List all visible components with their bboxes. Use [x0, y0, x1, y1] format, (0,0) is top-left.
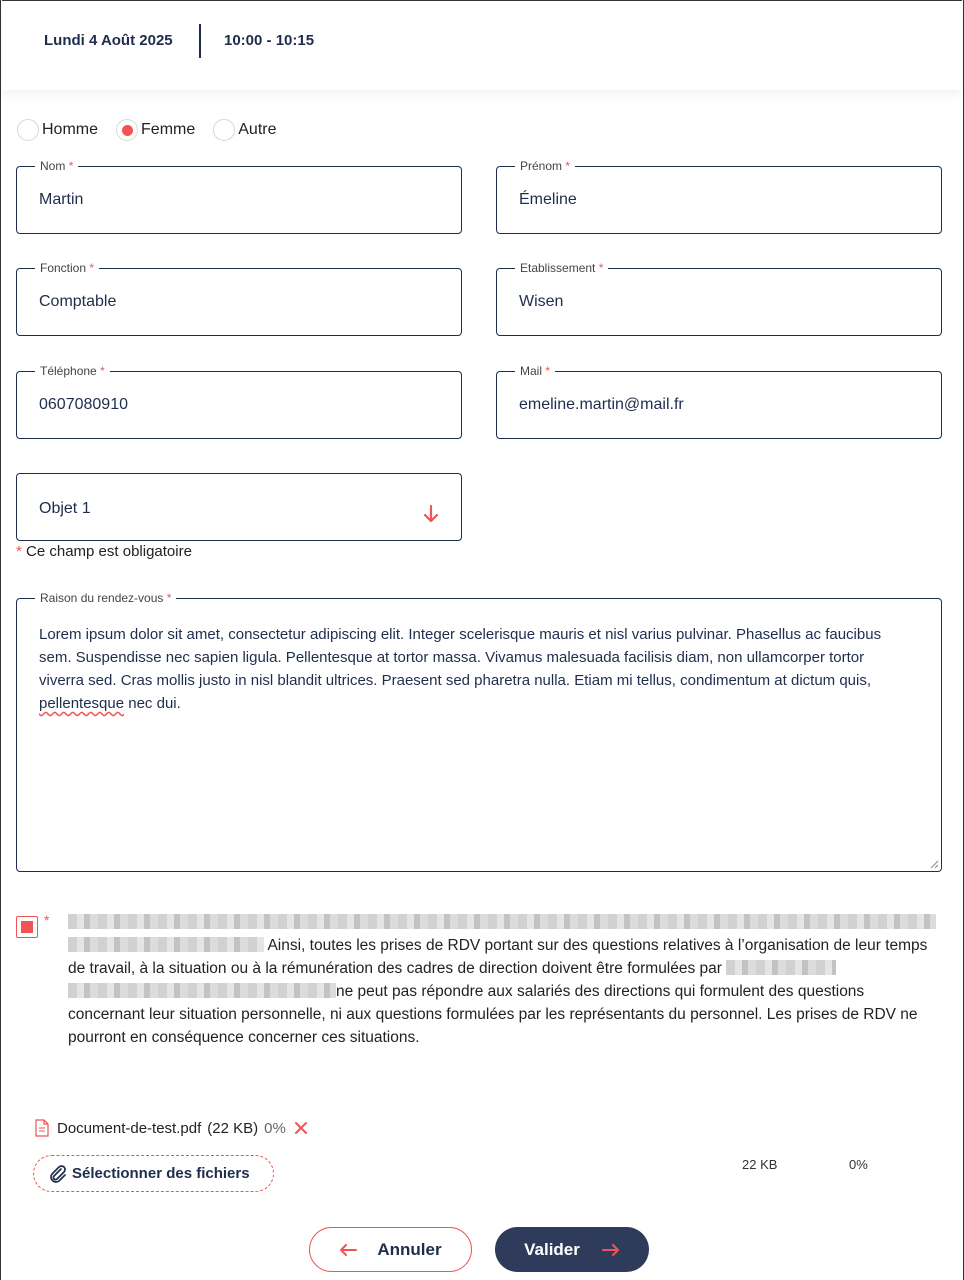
- radio-label: Autre: [238, 121, 277, 138]
- objet-select[interactable]: [16, 473, 462, 541]
- objet-value: Objet 1: [39, 500, 91, 517]
- field-label: Nom *: [35, 159, 78, 173]
- telephone-field[interactable]: [16, 364, 462, 439]
- appointment-header: [2, 0, 962, 90]
- redacted-text: [68, 983, 336, 998]
- select-files-label: Sélectionner des fichiers: [72, 1165, 250, 1182]
- etablissement-value[interactable]: Wisen: [519, 293, 564, 310]
- header-divider: [199, 24, 201, 58]
- file-name: Document-de-test.pdf: [57, 1119, 202, 1137]
- validate-label: Valider: [524, 1239, 580, 1259]
- radio-femme[interactable]: [116, 119, 195, 141]
- required-star: *: [44, 912, 50, 928]
- radio-autre[interactable]: [213, 119, 276, 141]
- telephone-value[interactable]: 0607080910: [39, 396, 128, 413]
- field-label: Téléphone *: [35, 364, 110, 378]
- radio-label: Homme: [42, 121, 99, 138]
- radio-circle[interactable]: [17, 119, 39, 141]
- uploaded-file: [35, 1119, 308, 1137]
- radio-label: Femme: [141, 121, 196, 138]
- arrow-down-icon[interactable]: [423, 504, 439, 524]
- cancel-button[interactable]: [309, 1227, 472, 1272]
- redacted-text: [68, 914, 936, 929]
- upload-total-size: 22 KB: [742, 1157, 778, 1172]
- field-label: Mail *: [515, 364, 555, 378]
- remove-file-icon[interactable]: [294, 1121, 308, 1135]
- field-label: Prénom *: [515, 159, 575, 173]
- radio-circle[interactable]: [213, 119, 235, 141]
- redacted-text: [726, 960, 836, 975]
- field-label: Raison du rendez-vous *: [35, 591, 176, 605]
- radio-homme[interactable]: [17, 119, 98, 141]
- upload-progress: 0%: [849, 1157, 868, 1172]
- mail-field[interactable]: [496, 364, 942, 439]
- validate-button[interactable]: [495, 1227, 649, 1272]
- file-icon: [35, 1119, 49, 1137]
- prenom-value[interactable]: Émeline: [519, 191, 577, 208]
- mail-value[interactable]: emeline.martin@mail.fr: [519, 396, 684, 413]
- appointment-time: 10:00 - 10:15: [224, 32, 315, 49]
- file-progress: 0%: [264, 1119, 286, 1137]
- field-label: Etablissement *: [515, 261, 608, 275]
- gender-radio-group: [17, 119, 295, 141]
- required-error: * Ce champ est obligatoire: [16, 543, 192, 560]
- resize-handle-icon[interactable]: [929, 859, 939, 869]
- nom-field[interactable]: [16, 159, 462, 234]
- nom-value[interactable]: Martin: [39, 191, 84, 208]
- arrow-right-icon: [602, 1243, 620, 1257]
- cancel-label: Annuler: [377, 1239, 442, 1259]
- consent-checkbox[interactable]: [16, 916, 38, 938]
- redacted-text: [68, 937, 264, 952]
- prenom-field[interactable]: [496, 159, 942, 234]
- radio-circle-checked[interactable]: [116, 119, 138, 141]
- appointment-date: Lundi 4 Août 2025: [44, 32, 173, 49]
- field-label: Fonction *: [35, 261, 99, 275]
- raison-textarea[interactable]: [16, 591, 942, 872]
- raison-text[interactable]: Lorem ipsum dolor sit amet, consectetur adipiscing elit. Integer scelerisque mauris et nisl varius pulvinar. Phasellus ac faucibus sem. Suspendisse nec sapien ligula. Pellentesque at tortor massa. Vivamus malesuada facilisis diam, non ullamcorper tortor viverra sed. Cras mollis justo in nisl blandit ultrices. Praesent sed pharetra nulla. Etiam mi tellus, condimentum at dictum quis, pellentesque nec dui.: [39, 626, 882, 712]
- fonction-field[interactable]: [16, 261, 462, 336]
- etablissement-field[interactable]: [496, 261, 942, 336]
- file-size: (22 KB): [207, 1119, 259, 1137]
- misspelled-word: pellentesque: [39, 695, 125, 712]
- consent-text: Ainsi, toutes les prises de RDV portant sur des questions relatives à l’organisation de leur temps de travail, à la situation ou à la rémunération des cadres de direction doivent être formulées par ne peut pas répondre aux salariés des directions qui formulent des questions concernant leur situation personnelle, ni aux questions formulées par les représentants du personnel. Les prises de RDV ne pourront en conséquence concerner ces situations.: [68, 911, 940, 1049]
- paperclip-icon: [48, 1164, 68, 1184]
- fonction-value[interactable]: Comptable: [39, 293, 117, 310]
- arrow-left-icon: [339, 1243, 357, 1257]
- select-files-button[interactable]: [33, 1155, 274, 1192]
